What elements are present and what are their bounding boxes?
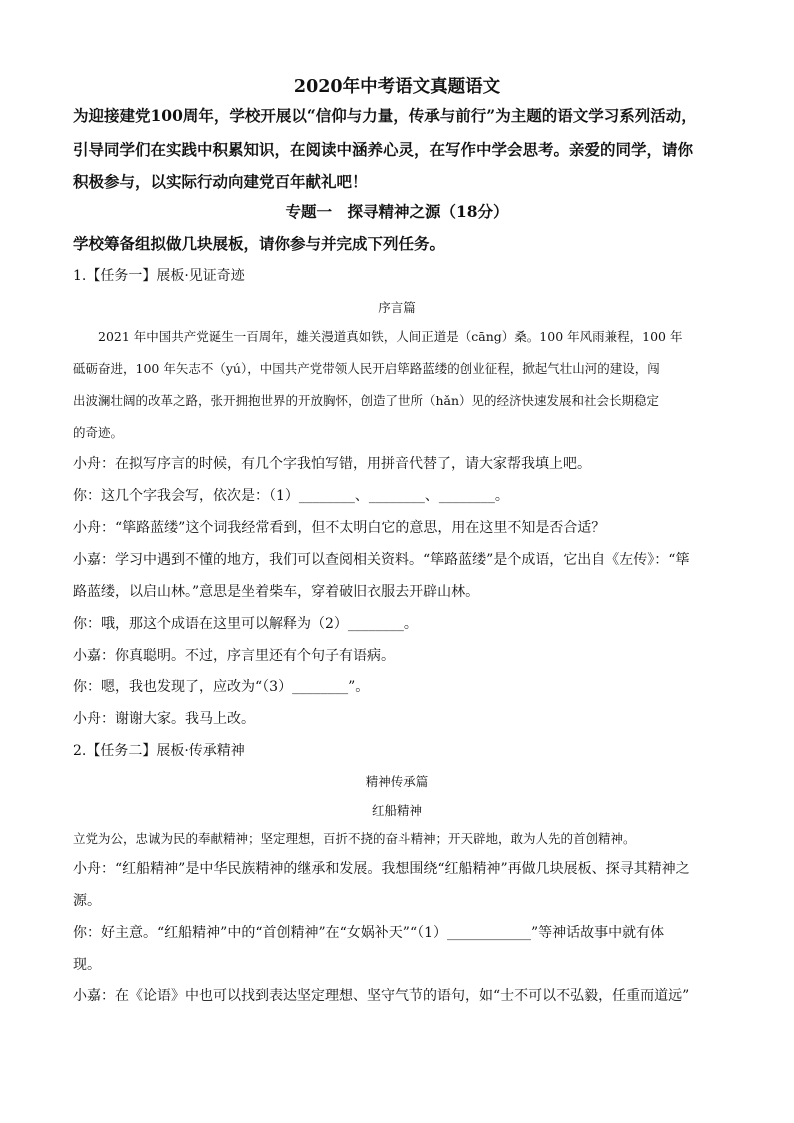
task2-dialogue-line-2: 源。: [73, 893, 101, 909]
topic-instruction: 学校筹备组拟做几块展板，请你参与并完成下列任务。: [73, 234, 446, 253]
task1-passage-line-1: 2021 年中国共产党诞生一百周年，雄关漫道真如铁，人间正道是（cāng）桑。100 年风雨兼程，100 年: [73, 329, 683, 344]
task1-passage-line-2: 砥砺奋进，100 年矢志不（yú），中国共产党带领人民开启筚路蓝缕的创业征程，掀起气壮山河的建设，闯: [73, 361, 660, 376]
task2-dialogue-line-5: 小嘉：在《论语》中也可以找到表达坚定理想、坚守气节的语句，如“士不可以不弘毅，任重而道远”: [73, 988, 690, 1004]
task2-passage-subtitle: 红船精神: [371, 803, 422, 818]
intro-line-1: 为迎接建党100周年，学校开展以“信仰与力量，传承与前行”为主题的语文学习系列活动，: [73, 106, 697, 125]
task2-passage-title: 精神传承篇: [365, 774, 429, 789]
topic-heading: 专题一 探寻精神之源（18分）: [285, 202, 509, 221]
task2-dialogue-line-1: 小舟：“红船精神”是中华民族精神的继承和发展。我想围绕“红船精神”再做几块展板、探寻其精神之: [73, 861, 690, 877]
task2-passage-text: 立党为公，忠诚为民的奉献精神；坚定理想，百折不挠的奋斗精神；开天辟地，敢为人先的首创精神。: [73, 831, 636, 846]
task1-passage-title: 序言篇: [378, 300, 416, 315]
task2-dialogue-line-4: 现。: [73, 957, 101, 973]
task2-dialogue-line-3: 你：好主意。“红船精神”中的“首创精神”在“女娲补天”“（1）____________”等神话故事中就有体: [73, 925, 665, 941]
task2-heading: 2.【任务二】展板·传承精神: [73, 743, 245, 759]
task1-dialogue-line-2: 你：这几个字我会写，依次是：（1）________、________、________。: [73, 488, 509, 504]
task1-passage-line-4: 的奇迹。: [73, 425, 124, 440]
page-title: 2020年中考语文真题语文: [293, 77, 501, 97]
task1-dialogue-line-9: 小舟：谢谢大家。我马上改。: [73, 711, 255, 727]
intro-line-2: 引导同学们在实践中积累知识，在阅读中涵养心灵，在写作中学会思考。亲爱的同学，请你: [73, 140, 694, 159]
task1-dialogue-line-8: 你：嗯，我也发现了，应改为“（3）________”。: [73, 679, 370, 695]
task1-heading: 1.【任务一】展板·见证奇迹: [73, 268, 245, 284]
task1-dialogue-line-3: 小舟：“筚路蓝缕”这个词我经常看到，但不太明白它的意思，用在这里不知是否合适？: [73, 520, 606, 536]
task1-dialogue-line-1: 小舟：在拟写序言的时候，有几个字我怕写错，用拼音代替了，请大家帮我填上吧。: [73, 456, 591, 472]
task1-dialogue-line-5: 路蓝缕，以启山林。”意思是坐着柴车，穿着破旧衣服去开辟山林。: [73, 584, 480, 600]
task1-dialogue-line-4: 小嘉：学习中遇到不懂的地方，我们可以查阅相关资料。“筚路蓝缕”是个成语，它出自《左传》：“筚: [73, 552, 690, 568]
task1-passage-line-3: 出波澜壮阔的改革之路，张开拥抱世界的开放胸怀，创造了世所（hǎn）见的经济快速发展和社会长期稳定: [73, 393, 660, 408]
intro-line-3: 积极参与，以实际行动向建党百年献礼吧！: [73, 172, 368, 191]
task1-dialogue-line-7: 小嘉：你真聪明。不过，序言里还有个句子有语病。: [73, 648, 395, 664]
task1-dialogue-line-6: 你：哦，那这个成语在这里可以解释为（2）________。: [73, 616, 418, 632]
